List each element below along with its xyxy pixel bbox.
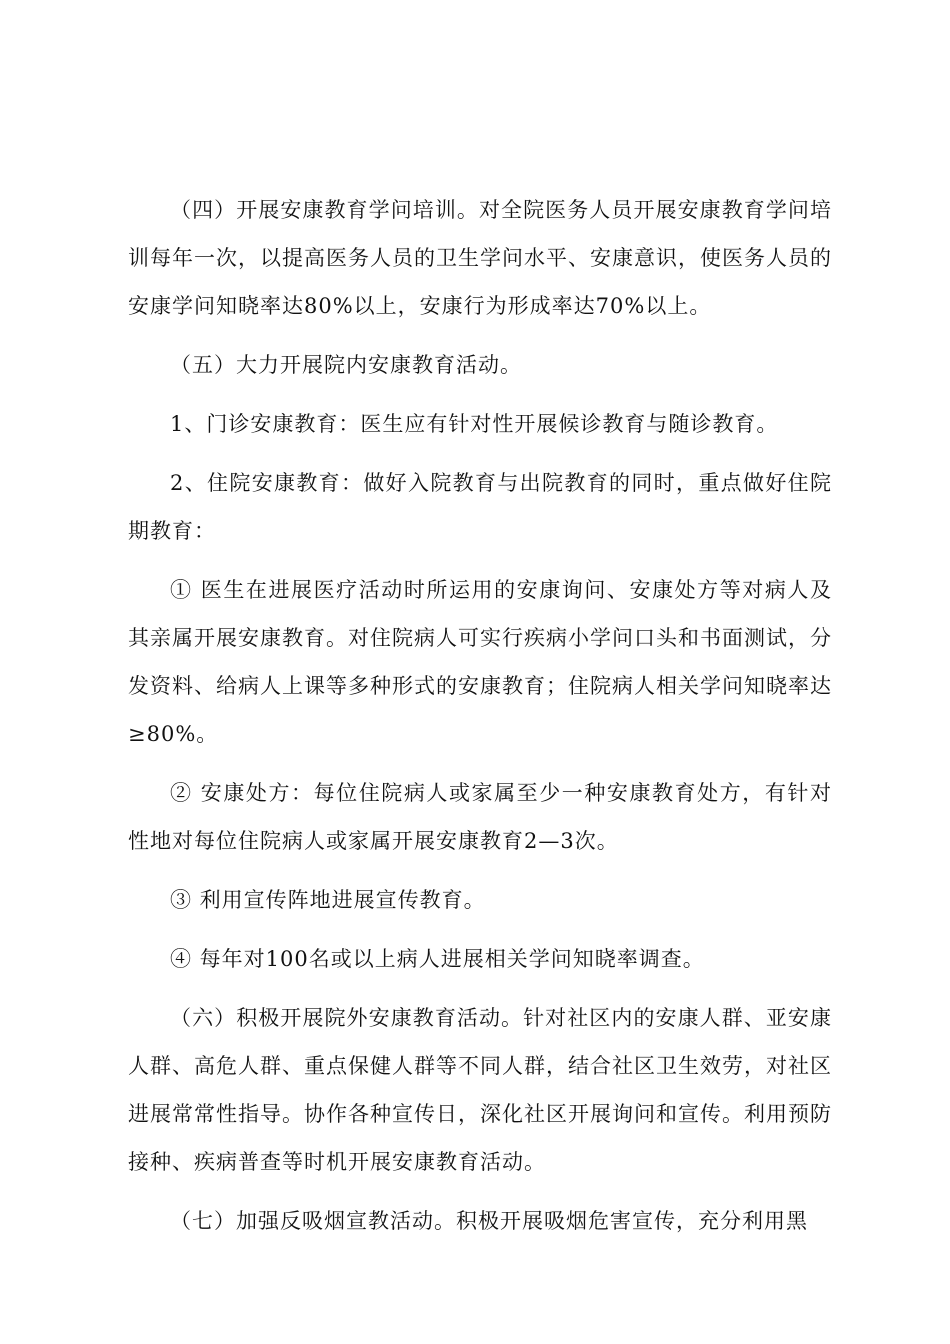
paragraph-outpatient: 1、门诊安康教育：医生应有针对性开展候诊教育与随诊教育。 [170, 412, 779, 436]
paragraph-anti-smoking: （七）加强反吸烟宣教活动。积极开展吸烟危害宣传，充分利用黑 [170, 1209, 808, 1233]
paragraph-item-4: ④ 每年对100名或以上病人进展相关学问知晓率调查。 [170, 947, 705, 971]
paragraph-item-3: ③ 利用宣传阵地进展宣传教育。 [170, 888, 486, 912]
paragraph-item-1: ① 医生在进展医疗活动时所运用的安康询问、安康处方等对病人及其亲属开展安康教育。对住院病人可实行疾病小学问口头和书面测试，分发资料、给病人上课等多种形式的安康教育；住院病人相关学问知晓率达≥80%。 [128, 578, 832, 746]
paragraph-inpatient: 2、住院安康教育：做好入院教育与出院教育的同时，重点做好住院期教育： [128, 471, 832, 543]
document-body [128, 186, 832, 1256]
paragraph-training: （四）开展安康教育学问培训。对全院医务人员开展安康教育学问培训每年一次，以提高医务人员的卫生学问水平、安康意识，使医务人员的安康学问知晓率达80%以上，安康行为形成率达70%以上。 [128, 198, 832, 318]
paragraph-outside-hospital: （六）积极开展院外安康教育活动。针对社区内的安康人群、亚安康人群、高危人群、重点保健人群等不同人群，结合社区卫生效劳，对社区进展常常性指导。协作各种宣传日，深化社区开展询问和宣传。利用预防接种、疾病普查等时机开展安康教育活动。 [128, 1006, 832, 1174]
paragraph-inhospital-heading: （五）大力开展院内安康教育活动。 [170, 353, 522, 377]
paragraph-item-2: ② 安康处方：每位住院病人或家属至少一种安康教育处方，有针对性地对每位住院病人或家属开展安康教育2—3次。 [128, 781, 832, 853]
